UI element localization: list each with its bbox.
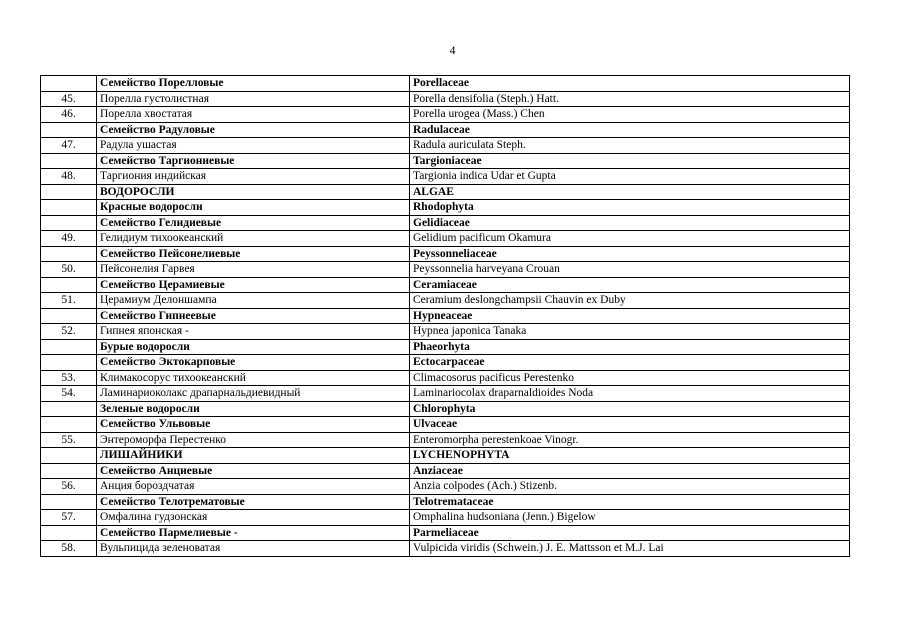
table-row-species	[41, 324, 850, 340]
cell-number	[41, 448, 97, 464]
cell-number: 49.	[41, 231, 97, 247]
cell-latin-name: Targionia indica Udar et Gupta	[410, 169, 850, 185]
cell-latin-name: Porella densifolia (Steph.) Hatt.	[410, 91, 850, 107]
cell-number: 55.	[41, 432, 97, 448]
cell-latin-name: Gelidiaceae	[410, 215, 850, 231]
cell-latin-name: Ectocarpaceae	[410, 355, 850, 371]
cell-russian-name: Зеленые водоросли	[97, 401, 410, 417]
cell-number	[41, 355, 97, 371]
cell-russian-name: ВОДОРОСЛИ	[97, 184, 410, 200]
cell-latin-name: Ceramiaceae	[410, 277, 850, 293]
cell-russian-name: Вульпицида зеленоватая	[97, 541, 410, 557]
cell-number	[41, 153, 97, 169]
cell-russian-name: Энтероморфа Перестенко	[97, 432, 410, 448]
cell-latin-name: Hypneaceae	[410, 308, 850, 324]
table-row-family-header	[41, 463, 850, 479]
cell-number: 46.	[41, 107, 97, 123]
table-row-species	[41, 541, 850, 557]
cell-number	[41, 200, 97, 216]
page-number: 4	[449, 43, 456, 57]
table-row-family-header	[41, 494, 850, 510]
cell-number	[41, 76, 97, 92]
table-row-family-header	[41, 153, 850, 169]
cell-number: 45.	[41, 91, 97, 107]
cell-russian-name: Семейство Гелидиевые	[97, 215, 410, 231]
cell-russian-name: Радула ушастая	[97, 138, 410, 154]
cell-number	[41, 246, 97, 262]
cell-latin-name: Targioniaceae	[410, 153, 850, 169]
cell-russian-name: Семейство Анциевые	[97, 463, 410, 479]
cell-latin-name: Radula auriculata Steph.	[410, 138, 850, 154]
cell-latin-name: Porellaceae	[410, 76, 850, 92]
cell-latin-name: Chlorophyta	[410, 401, 850, 417]
cell-number: 51.	[41, 293, 97, 309]
table-row-family-header	[41, 308, 850, 324]
cell-latin-name: Phaeorhyta	[410, 339, 850, 355]
cell-latin-name: Telotremataceae	[410, 494, 850, 510]
table-row-family-header	[41, 277, 850, 293]
table-row-species	[41, 479, 850, 495]
species-table-body	[41, 76, 850, 557]
table-row-species	[41, 262, 850, 278]
cell-russian-name: Семейство Пармелиевые -	[97, 525, 410, 541]
table-row-family-header	[41, 246, 850, 262]
cell-number: 48.	[41, 169, 97, 185]
cell-number	[41, 277, 97, 293]
cell-number: 56.	[41, 479, 97, 495]
cell-russian-name: Гипнея японская -	[97, 324, 410, 340]
cell-number	[41, 525, 97, 541]
cell-russian-name: Бурые водоросли	[97, 339, 410, 355]
table-row-species	[41, 138, 850, 154]
table-row-family-header	[41, 355, 850, 371]
cell-latin-name: ALGAE	[410, 184, 850, 200]
cell-russian-name: Гелидиум тихоокеанский	[97, 231, 410, 247]
table-row-family-header	[41, 184, 850, 200]
cell-russian-name: Семейство Ульвовые	[97, 417, 410, 433]
cell-number	[41, 339, 97, 355]
table-row-species	[41, 386, 850, 402]
cell-latin-name: Porella urogea (Mass.) Chen	[410, 107, 850, 123]
cell-latin-name: Ceramium deslongchampsii Chauvin ex Duby	[410, 293, 850, 309]
table-row-family-header	[41, 200, 850, 216]
cell-latin-name: Enteromorpha perestenkoae Vinogr.	[410, 432, 850, 448]
cell-number: 54.	[41, 386, 97, 402]
cell-russian-name: Омфалина гудзонская	[97, 510, 410, 526]
cell-latin-name: Anziaceae	[410, 463, 850, 479]
table-row-family-header	[41, 525, 850, 541]
table-row-family-header	[41, 215, 850, 231]
table-row-family-header	[41, 76, 850, 92]
cell-number	[41, 184, 97, 200]
cell-latin-name: Laminariocolax draparnaldioides Noda	[410, 386, 850, 402]
cell-russian-name: Таргиония индийская	[97, 169, 410, 185]
table-row-family-header	[41, 448, 850, 464]
table-row-family-header	[41, 401, 850, 417]
cell-russian-name: Семейство Порелловые	[97, 76, 410, 92]
table-row-family-header	[41, 122, 850, 138]
cell-latin-name: Omphalina hudsoniana (Jenn.) Bigelow	[410, 510, 850, 526]
cell-russian-name: Семейство Гипнеевые	[97, 308, 410, 324]
cell-number	[41, 494, 97, 510]
cell-number	[41, 308, 97, 324]
cell-russian-name: Семейство Радуловые	[97, 122, 410, 138]
cell-latin-name: Hypnea japonica Tanaka	[410, 324, 850, 340]
cell-number	[41, 463, 97, 479]
cell-russian-name: Семейство Эктокарповые	[97, 355, 410, 371]
cell-latin-name: Anzia colpodes (Ach.) Stizenb.	[410, 479, 850, 495]
table-row-species	[41, 293, 850, 309]
cell-latin-name: Rhodophyta	[410, 200, 850, 216]
cell-russian-name: Красные водоросли	[97, 200, 410, 216]
cell-latin-name: Vulpicida viridis (Schwein.) J. E. Mattsson et M.J. Lai	[410, 541, 850, 557]
cell-russian-name: Ламинариоколакс драпарнальдиевидный	[97, 386, 410, 402]
cell-russian-name: Анция бороздчатая	[97, 479, 410, 495]
table-row-species	[41, 107, 850, 123]
cell-latin-name: Climacosorus pacificus Perestenko	[410, 370, 850, 386]
cell-russian-name: Семейство Пейсонелиевые	[97, 246, 410, 262]
cell-number: 52.	[41, 324, 97, 340]
table-row-family-header	[41, 339, 850, 355]
cell-latin-name: Peyssonneliaceae	[410, 246, 850, 262]
cell-number: 57.	[41, 510, 97, 526]
cell-number: 53.	[41, 370, 97, 386]
table-row-species	[41, 91, 850, 107]
cell-russian-name: Порелла хвостатая	[97, 107, 410, 123]
cell-latin-name: Peyssonnelia harveyana Crouan	[410, 262, 850, 278]
table-row-family-header	[41, 417, 850, 433]
cell-russian-name: Пейсонелия Гарвея	[97, 262, 410, 278]
cell-russian-name: Климакосорус тихоокеанский	[97, 370, 410, 386]
cell-latin-name: Radulaceae	[410, 122, 850, 138]
table-row-species	[41, 169, 850, 185]
cell-latin-name: Gelidium pacificum Okamura	[410, 231, 850, 247]
cell-russian-name: ЛИШАЙНИКИ	[97, 448, 410, 464]
table-row-species	[41, 432, 850, 448]
cell-latin-name: Ulvaceae	[410, 417, 850, 433]
table-row-species	[41, 510, 850, 526]
table-row-species	[41, 231, 850, 247]
cell-number: 50.	[41, 262, 97, 278]
species-table	[40, 75, 850, 557]
table-row-species	[41, 370, 850, 386]
cell-number	[41, 417, 97, 433]
cell-russian-name: Семейство Телотрематовые	[97, 494, 410, 510]
cell-latin-name: Parmeliaceae	[410, 525, 850, 541]
cell-russian-name: Семейство Таргиониевые	[97, 153, 410, 169]
cell-number: 47.	[41, 138, 97, 154]
cell-number	[41, 122, 97, 138]
cell-russian-name: Порелла густолистная	[97, 91, 410, 107]
cell-number: 58.	[41, 541, 97, 557]
cell-number	[41, 215, 97, 231]
cell-russian-name: Церамиум Делоншампа	[97, 293, 410, 309]
cell-latin-name: LYCHENOPHYTA	[410, 448, 850, 464]
cell-number	[41, 401, 97, 417]
cell-russian-name: Семейство Церамиевые	[97, 277, 410, 293]
